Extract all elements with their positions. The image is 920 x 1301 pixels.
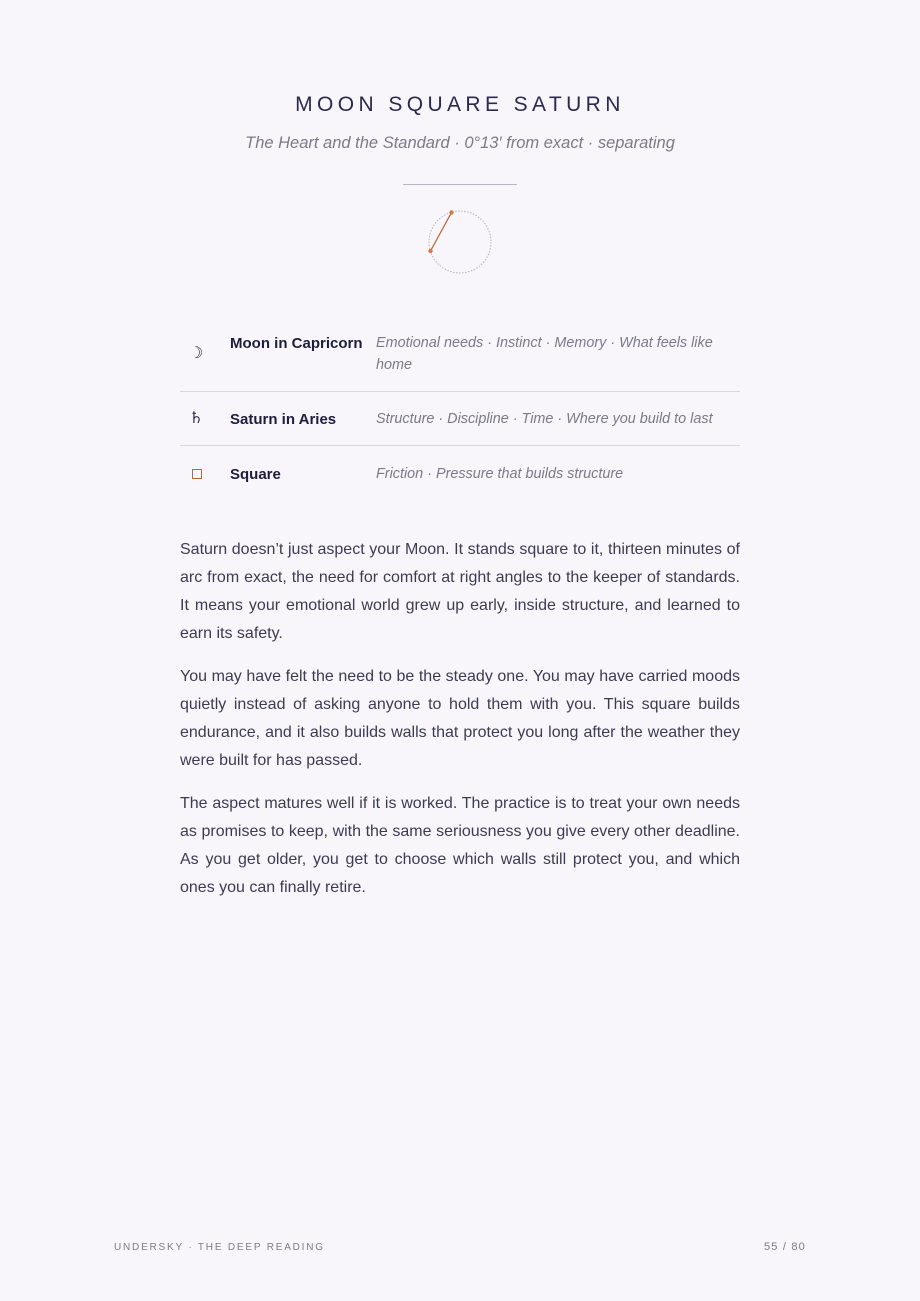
table-row bbox=[180, 318, 740, 392]
placement-label: Saturn in Aries bbox=[230, 411, 337, 428]
placement-label: Square bbox=[230, 466, 281, 483]
keywords-text: Friction · Pressure that builds structure bbox=[376, 466, 624, 482]
body-paragraph: You may have felt the need to be the steady one. You may have carried moods quietly instead of asking anyone to hold them with you. This square builds endurance, and it also builds walls that protect you long after the weather they were built for has passed. bbox=[180, 668, 740, 769]
moon-icon: ☽ bbox=[189, 343, 204, 362]
keywords-text: Structure · Discipline · Time · Where you build to last bbox=[376, 411, 713, 427]
table-row bbox=[180, 446, 740, 500]
page-subtitle: The Heart and the Standard · 0°13′ from exact · separating bbox=[245, 134, 675, 152]
saturn-icon: ♄ bbox=[189, 408, 204, 427]
keywords-text: Emotional needs · Instinct · Memory · What feels like home bbox=[376, 335, 713, 373]
body-paragraph: The aspect matures well if it is worked. The practice is to treat your own needs as promises to keep, with the same seriousness you give every other deadline. As you get older, you get to choose which walls still protect you, and which ones you can finally retire. bbox=[180, 795, 740, 896]
aspect-circle-icon bbox=[424, 205, 496, 277]
title-divider bbox=[403, 184, 517, 185]
page-number: 55 / 80 bbox=[763, 1241, 806, 1253]
square-aspect-icon bbox=[180, 446, 230, 483]
body-paragraph: Saturn doesn’t just aspect your Moon. It stands square to it, thirteen minutes of arc from exact, the need for comfort at right angles to the keeper of standards. It means your emotional world grew up early, inside structure, and learned to earn its safety. bbox=[180, 541, 740, 642]
table-row bbox=[180, 392, 740, 446]
placement-label: Moon in Capricorn bbox=[230, 335, 363, 352]
aspect-table bbox=[180, 318, 740, 500]
page-title: MOON SQUARE SATURN bbox=[295, 93, 625, 116]
interpretation-text bbox=[180, 536, 740, 917]
footer-publication: UNDERSKY · THE DEEP READING bbox=[114, 1242, 325, 1253]
